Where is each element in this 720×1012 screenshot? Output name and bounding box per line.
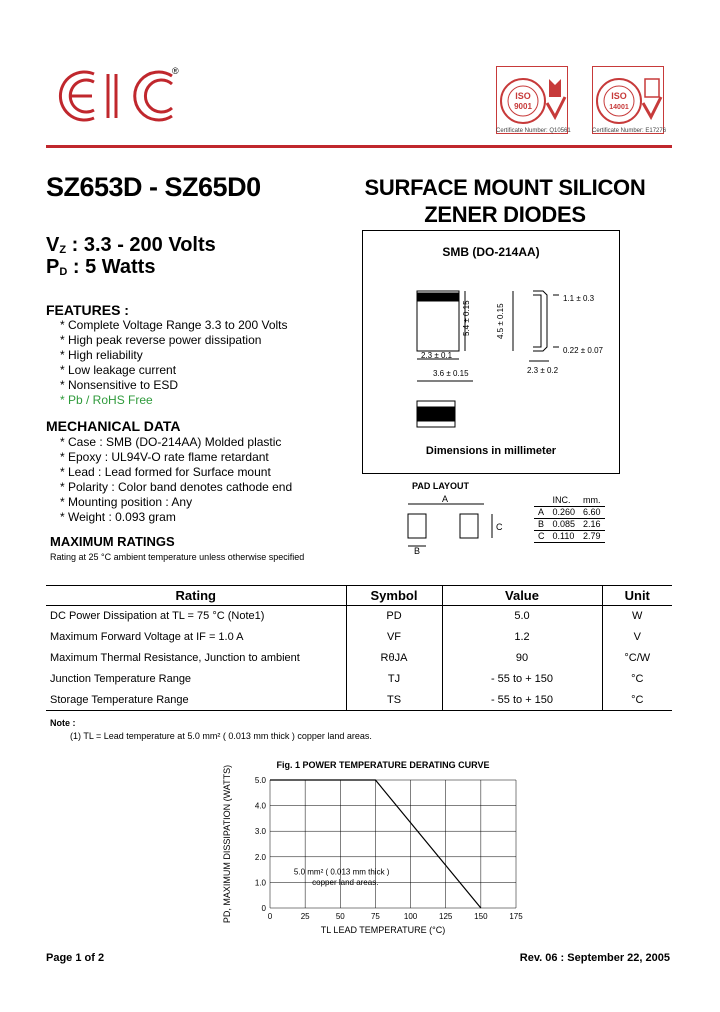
chart-annotation: 5.0 mm² ( 0.013 mm thick ) — [293, 867, 390, 877]
rohs-item: * Pb / RoHS Free — [60, 393, 153, 407]
x-tick-label: 175 — [509, 912, 523, 921]
header-divider — [46, 145, 672, 148]
svg-text:9001: 9001 — [514, 102, 532, 111]
page-number: Page 1 of 2 — [46, 952, 105, 964]
pad-dimension-table: INC. mm. A 0.260 6.60 B 0.085 2.16 C 0.110 2.79 — [534, 494, 605, 543]
pad-label-b: B — [414, 546, 421, 554]
product-title-line2: ZENER DIODES — [424, 202, 586, 227]
pad-label-c: C — [496, 522, 503, 532]
svg-text:14001: 14001 — [609, 104, 629, 111]
feature-item: * High peak reverse power dissipation — [60, 333, 262, 347]
table-row: Junction Temperature Range TJ - 55 to + 150 °C — [46, 669, 672, 690]
cert2-number: Certificate Number: E17276 — [592, 128, 667, 134]
package-outline-box — [362, 230, 620, 474]
dim-label: 4.5 ± 0.15 — [496, 303, 505, 339]
ratings-table — [46, 585, 672, 711]
max-ratings-heading: MAXIMUM RATINGS — [50, 534, 175, 549]
table-row: Maximum Forward Voltage at IF = 1.0 A VF 1.2 V — [46, 627, 672, 648]
pad-label-a: A — [442, 494, 449, 504]
x-tick-label: 150 — [474, 912, 488, 921]
feature-item: * Nonsensitive to ESD — [60, 378, 179, 392]
feature-item: * High reliability — [60, 348, 143, 362]
y-tick-label: 2.0 — [254, 852, 266, 862]
x-axis-label: TL LEAD TEMPERATURE (°C) — [320, 925, 446, 935]
y-tick-label: 1.0 — [254, 878, 266, 888]
mechanical-item: * Mounting position : Any — [60, 495, 193, 509]
registered-mark: ® — [172, 66, 179, 76]
note-heading: Note : — [50, 718, 76, 728]
vz-spec: $V_Z$ : 3.3 - 200 Volts — [46, 234, 216, 256]
svg-text:ISO: ISO — [515, 91, 531, 101]
dim-label: 2.3 ± 0.2 — [527, 366, 559, 375]
mechanical-item: * Lead : Lead formed for Surface mount — [60, 465, 271, 479]
feature-item: * Complete Voltage Range 3.3 to 200 Volts — [60, 318, 288, 332]
chart-title: Fig. 1 POWER TEMPERATURE DERATING CURVE — [276, 760, 490, 770]
product-title-line1: SURFACE MOUNT SILICON — [364, 175, 646, 200]
iso9001-seal — [496, 66, 568, 134]
pd-spec: $P_D$ : 5 Watts — [46, 256, 156, 278]
mechanical-item: * Epoxy : UL94V-O rate flame retardant — [60, 450, 269, 464]
package-caption: Dimensions in millimeter — [425, 445, 557, 457]
iso14001-seal — [592, 66, 667, 134]
feature-item: * Low leakage current — [60, 363, 177, 377]
x-tick-label: 100 — [403, 912, 418, 921]
mechanical-item: * Weight : 0.093 gram — [60, 510, 176, 524]
mechanical-item: * Case : SMB (DO-214AA) Molded plastic — [60, 435, 282, 449]
features-heading: FEATURES : — [46, 302, 129, 318]
y-tick-label: 5.0 — [254, 776, 266, 785]
table-row: DC Power Dissipation at TL = 75 °C (Note1) PD 5.0 W — [46, 606, 672, 627]
pad-layout-title: PAD LAYOUT — [412, 481, 470, 491]
dim-label: 0.22 ± 0.07 — [563, 346, 603, 355]
col-symbol: Symbol — [346, 586, 442, 606]
x-tick-label: 50 — [335, 912, 345, 921]
y-tick-label: 3.0 — [254, 827, 266, 837]
package-title: SMB (DO-214AA) — [442, 245, 540, 259]
col-unit: Unit — [602, 586, 672, 606]
y-tick-label: 0 — [261, 904, 266, 913]
mechanical-heading: MECHANICAL DATA — [46, 418, 181, 434]
note-line: (1) TL = Lead temperature at 5.0 mm² ( 0.013 mm thick ) copper land areas. — [70, 731, 372, 741]
y-axis-label: PD, MAXIMUM DISSIPATION (WATTS) — [222, 764, 232, 924]
part-number: SZ653D - SZ65D0 — [46, 172, 261, 202]
table-row: Storage Temperature Range TS - 55 to + 150 °C — [46, 690, 672, 711]
package-drawing — [363, 231, 619, 473]
dim-label: 5.4 ± 0.15 — [462, 300, 471, 336]
mechanical-item: * Polarity : Color band denotes cathode end — [60, 480, 293, 494]
x-tick-label: 0 — [267, 912, 273, 921]
y-tick-label: 4.0 — [254, 801, 266, 811]
ratings-note: Rating at 25 °C ambient temperature unless otherwise specified — [50, 552, 305, 562]
dim-label: 1.1 ± 0.3 — [563, 294, 595, 303]
product-title — [330, 174, 680, 228]
x-tick-label: 125 — [439, 912, 453, 921]
dim-label: 2.3 ± 0.1 — [421, 351, 453, 360]
table-row: Maximum Thermal Resistance, Junction to ambient RθJA 90 °C/W — [46, 648, 672, 669]
chart-annotation: copper land areas. — [312, 877, 379, 887]
col-rating: Rating — [46, 586, 346, 606]
revision-date: Rev. 06 : September 22, 2005 — [519, 952, 670, 964]
cert1-number: Certificate Number: Q10561 — [496, 128, 571, 134]
derating-chart — [200, 755, 540, 945]
x-tick-label: 75 — [370, 912, 380, 921]
dim-label: 3.6 ± 0.15 — [433, 369, 469, 378]
col-value: Value — [442, 586, 602, 606]
svg-text:ISO: ISO — [611, 91, 627, 101]
pad-layout-drawing — [398, 494, 508, 554]
x-tick-label: 25 — [300, 912, 310, 921]
